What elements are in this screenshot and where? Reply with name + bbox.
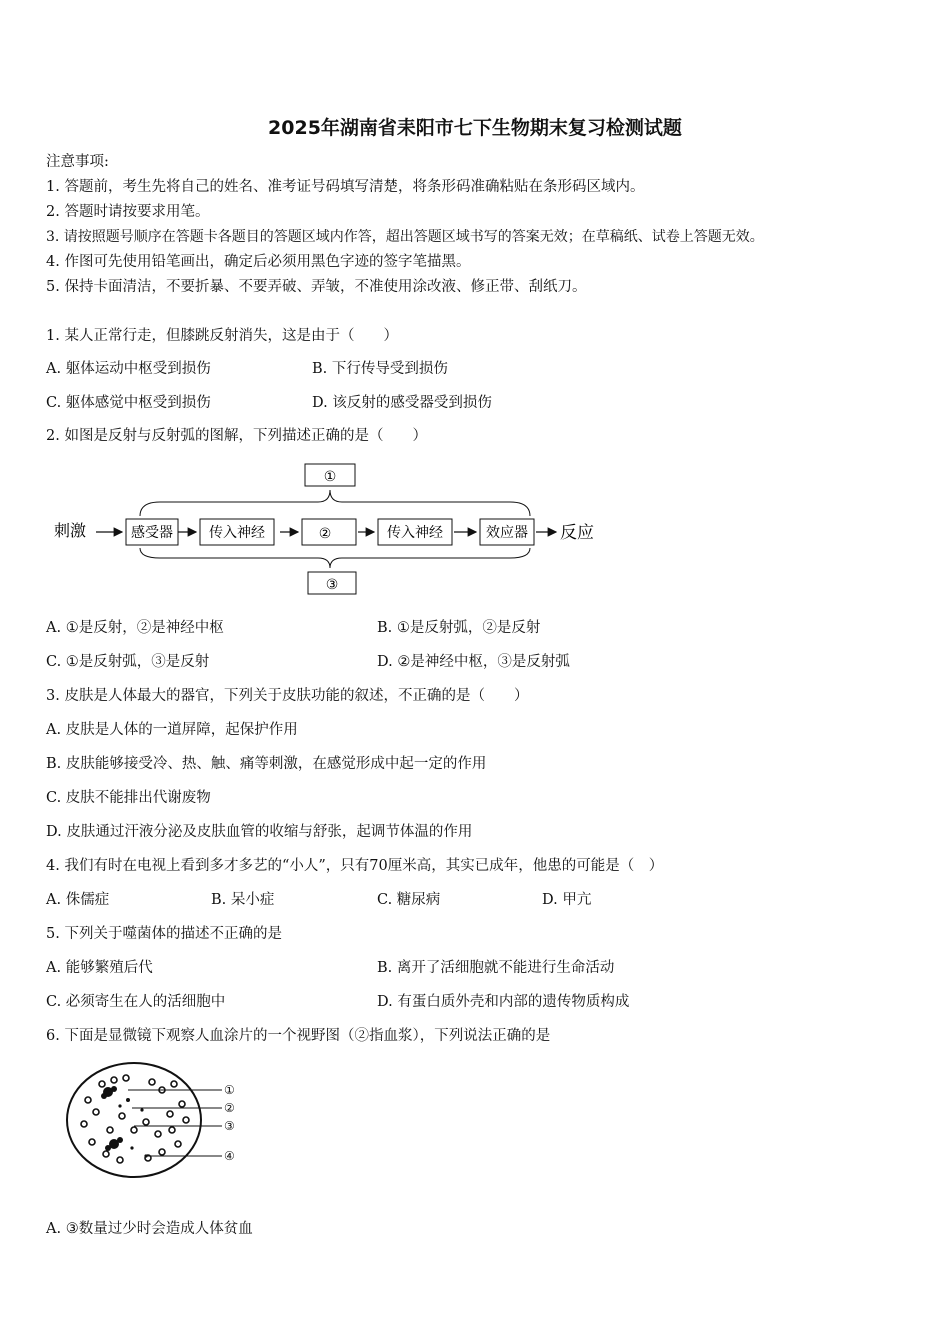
q2-option-b: B. ①是反射弧，②是反射 — [377, 620, 541, 636]
q5-stem: 5. 下列关于噬菌体的描述不正确的是 — [46, 926, 282, 942]
q6-option-a: A. ③数量过少时会造成人体贫血 — [46, 1221, 253, 1237]
q3-option-c: C. 皮肤不能排出代谢废物 — [46, 790, 211, 806]
notice-item-3: 3. 请按照题号顺序在答题卡各题目的答题区域内作答，超出答题区域书写的答案无效；在草稿纸、试卷上答题无效。 — [46, 229, 764, 245]
blood-smear-figure — [62, 1060, 252, 1190]
q2-option-d: D. ②是神经中枢，③是反射弧 — [377, 654, 570, 670]
q1-option-a: A. 躯体运动中枢受到损伤 — [46, 361, 211, 377]
blood-label-4: ④ — [224, 1149, 235, 1163]
notice-item-5: 5. 保持卡面清洁，不要折暴、不要弄破、弄皱，不准使用涂改液、修正带、刮纸刀。 — [46, 279, 587, 295]
q1-option-d: D. 该反射的感受器受到损伤 — [312, 395, 492, 411]
q1-option-c: C. 躯体感觉中枢受到损伤 — [46, 395, 211, 411]
diagram-receptor: 感受器 — [131, 525, 173, 541]
notice-item-1: 1. 答题前，考生先将自己的姓名、准考证号码填写清楚，将条形码准确粘贴在条形码区域内。 — [46, 179, 645, 195]
q4-stem: 4. 我们有时在电视上看到多才多艺的“小人”，只有70厘米高，其实已成年，他患的可能是（ ） — [46, 858, 664, 874]
blood-label-2: ② — [224, 1101, 235, 1115]
q3-option-a: A. 皮肤是人体的一道屏障，起保护作用 — [46, 722, 298, 738]
q1-stem: 1. 某人正常行走，但膝跳反射消失，这是由于（ ） — [46, 328, 398, 344]
diagram-stimulus: 刺激 — [54, 521, 87, 540]
q4-option-b: B. 呆小症 — [211, 892, 275, 908]
blood-label-1: ① — [224, 1083, 235, 1097]
q2-option-c: C. ①是反射弧，③是反射 — [46, 654, 210, 670]
diagram-effector: 效应器 — [486, 525, 528, 541]
diagram-efferent: 传入神经 — [387, 525, 443, 541]
diagram-center: ② — [318, 526, 332, 542]
notice-heading: 注意事项: — [46, 154, 109, 170]
q4-option-d: D. 甲亢 — [542, 892, 592, 908]
diagram-top-label: ① — [323, 469, 337, 485]
q4-option-c: C. 糖尿病 — [377, 892, 441, 908]
notice-item-4: 4. 作图可先使用铅笔画出，确定后必须用黑色字迹的签字笔描黑。 — [46, 254, 471, 270]
q4-option-a: A. 侏儒症 — [46, 892, 110, 908]
q3-stem: 3. 皮肤是人体最大的器官，下列关于皮肤功能的叙述，不正确的是（ ） — [46, 688, 529, 704]
diagram-afferent: 传入神经 — [209, 525, 265, 541]
q3-option-d: D. 皮肤通过汗液分泌及皮肤血管的收缩与舒张，起调节体温的作用 — [46, 824, 473, 840]
q2-option-a: A. ①是反射，②是神经中枢 — [46, 620, 224, 636]
diagram-response: 反应 — [560, 523, 594, 543]
reflex-arc-diagram — [50, 460, 610, 600]
q1-option-b: B. 下行传导受到损伤 — [312, 361, 448, 377]
q2-stem: 2. 如图是反射与反射弧的图解，下列描述正确的是（ ） — [46, 428, 427, 444]
page-title: 2025年湖南省耒阳市七下生物期末复习检测试题 — [268, 117, 682, 139]
q6-stem: 6. 下面是显微镜下观察人血涂片的一个视野图（②指血浆），下列说法正确的是 — [46, 1028, 551, 1044]
q3-option-b: B. 皮肤能够接受冷、热、触、痛等刺激，在感觉形成中起一定的作用 — [46, 756, 487, 772]
q5-option-d: D. 有蛋白质外壳和内部的遗传物质构成 — [377, 994, 630, 1010]
q5-option-a: A. 能够繁殖后代 — [46, 960, 153, 976]
q5-option-b: B. 离开了活细胞就不能进行生命活动 — [377, 960, 615, 976]
diagram-bottom-label: ③ — [325, 577, 339, 593]
notice-item-2: 2. 答题时请按要求用笔。 — [46, 204, 210, 220]
q5-option-c: C. 必须寄生在人的活细胞中 — [46, 994, 226, 1010]
blood-label-3: ③ — [224, 1119, 235, 1133]
